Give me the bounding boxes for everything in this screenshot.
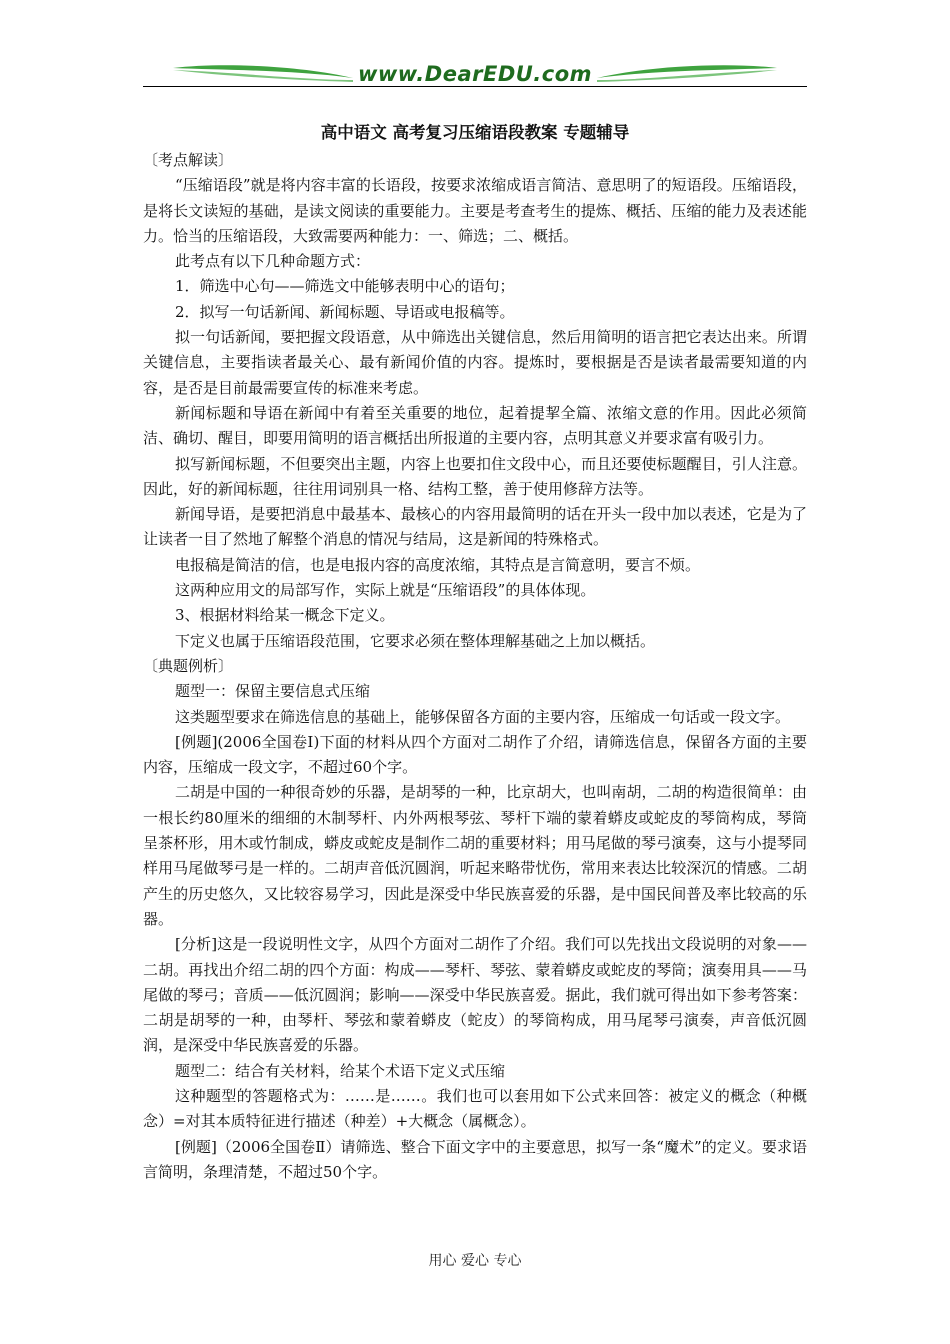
page-footer: 用心 爱心 专心 (428, 1253, 522, 1269)
header-rule (143, 86, 807, 87)
section-label-diantilixi: 〔典题例析〕 (143, 656, 234, 675)
site-logo-text: www.DearEDU.com (357, 62, 593, 86)
paragraph: 这种题型的答题格式为：……是……。我们也可以套用如下公式来回答：被定义的概念（种概念）=对其本质特征进行描述（种差）+大概念（属概念）。 (143, 1086, 807, 1131)
paragraph: 题型一：保留主要信息式压缩 (175, 682, 371, 701)
paragraph: 题型二：结合有关材料，给某个术语下定义式压缩 (175, 1061, 506, 1080)
paragraph: 新闻导语，是要把消息中最基本、最核心的内容用最简明的话在开头一段中加以表述，它是为了让读者一目了然地了解整个消息的情况与结局，这是新闻的特殊格式。 (143, 505, 807, 549)
page-title: 高中语文 高考复习压缩语段教案 专题辅导 (320, 123, 630, 142)
paragraph: 2．拟写一句话新闻、新闻标题、导语或电报稿等。 (175, 302, 515, 321)
paragraph: 下定义也属于压缩语段范围，它要求必须在整体理解基础之上加以概括。 (175, 631, 656, 650)
site-header (143, 58, 807, 94)
section-label-kaodian: 〔考点解读〕 (143, 151, 234, 169)
paragraph: 此考点有以下几种命题方式： (175, 252, 371, 271)
paragraph: 电报稿是简洁的信，也是电报内容的高度浓缩，其特点是言简意明，要言不烦。 (175, 555, 701, 574)
paragraph: [例题](2006全国卷Ⅰ)下面的材料从四个方面对二胡作了介绍，请筛选信息，保留各方面的主要内容，压缩成一段文字，不超过60个字。 (143, 732, 807, 777)
paragraph: 拟写新闻标题，不但要突出主题，内容上也要扣住文段中心，而且还要使标题醒目，引人注意。因此，好的新闻标题，往往用词别具一格、结构工整，善于使用修辞方法等。 (143, 454, 807, 498)
paragraph: “压缩语段”就是将内容丰富的长语段，按要求浓缩成语言简洁、意思明了的短语段。压缩语段，是将长文读短的基础，是读文阅读的重要能力。主要是考查考生的提炼、概括、压缩的能力及表述能力。恰当的压缩语段，大致需要两种能力：一、筛选；二、概括。 (143, 176, 807, 245)
paragraph: 这类题型要求在筛选信息的基础上，能够保留各方面的主要内容，压缩成一句话或一段文字。 (175, 707, 791, 726)
paragraph: [分析]这是一段说明性文字，从四个方面对二胡作了介绍。我们可以先找出文段说明的对象——二胡。再找出介绍二胡的四个方面：构成——琴杆、琴弦、蒙着蟒皮或蛇皮的琴筒；演奏用具——马尾做的琴弓；音质——低沉圆润；影响——深受中华民族喜爱。据此，我们就可得出如下参考答案：二胡是胡琴的一种，由琴杆、琴弦和蒙着蟒皮（蛇皮）的琴筒构成，用马尾琴弓演奏，声音低沉圆润，是深受中华民族喜爱的乐器。 (143, 935, 807, 1055)
paragraph: 新闻标题和导语在新闻中有着至关重要的地位，起着提挈全篇、浓缩文意的作用。因此必须简洁、确切、醒目，即要用简明的语言概括出所报道的主要内容，点明其意义并要求富有吸引力。 (143, 403, 807, 448)
paragraph: 二胡是中国的一种很奇妙的乐器，是胡琴的一种，比京胡大，也叫南胡，二胡的构造很简单：由一根长约80厘米的细细的木制琴杆、内外两根琴弦、琴杆下端的蒙着蟒皮或蛇皮的琴筒构成，琴筒呈茶杯形，用木或竹制成，蟒皮或蛇皮是制作二胡的重要材料；用马尾做的琴弓演奏，这与小提琴同样用马尾做琴弓是一样的。二胡声音低沉圆润，听起来略带忧伤，常用来表达比较深沉的情感。二胡产生的历史悠久，又比较容易学习，因此是深受中华民族喜爱的乐器，是中国民间普及率比较高的乐器。 (143, 783, 807, 928)
document-body (143, 120, 807, 1185)
paragraph: [例题]（2006全国卷Ⅱ）请筛选、整合下面文字中的主要意思，拟写一条“魔术”的定义。要求语言简明，条理清楚，不超过50个字。 (143, 1137, 807, 1181)
paragraph: 这两种应用文的局部写作，实际上就是“压缩语段”的具体体现。 (175, 581, 596, 600)
paragraph: 1．筛选中心句——筛选文中能够表明中心的语句； (175, 277, 515, 296)
paragraph: 3、根据材料给某一概念下定义。 (175, 606, 395, 625)
paragraph: 拟一句话新闻，要把握文段语意，从中筛选出关键信息，然后用简明的语言把它表达出来。所谓关键信息，主要指读者最关心、最有新闻价值的内容。提炼时，要根据是否是读者最需要知道的内容，是否是目前最需要宣传的标准来考虑。 (143, 328, 807, 397)
